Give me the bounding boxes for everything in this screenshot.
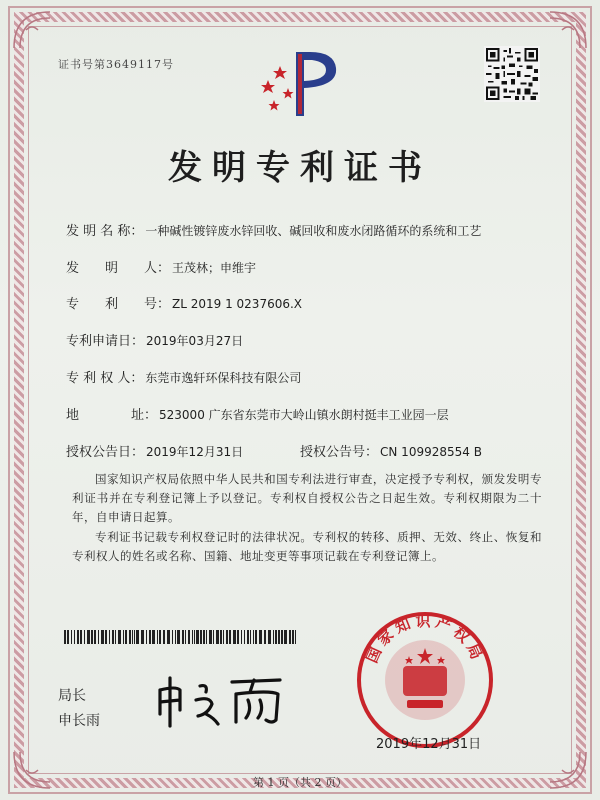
corner-ornament-icon (548, 10, 588, 50)
qr-code-icon (484, 46, 540, 102)
address-row (66, 404, 449, 423)
address-value: 523000 广东省东莞市大岭山镇水朗村挺丰工业园一层 (159, 408, 449, 422)
filing-date-row (66, 330, 243, 349)
grant-pub-number-row (300, 441, 482, 460)
official-seal-icon (355, 610, 495, 750)
inventors-row (66, 257, 256, 276)
patentee-row (66, 367, 301, 386)
filing-date-label: 专利申请日： (66, 334, 145, 349)
patent-number-value: ZL 2019 1 0237606.X (172, 297, 303, 311)
corner-ornament-icon (12, 10, 52, 50)
invention-name-label: 发 明 名 称： (66, 224, 144, 239)
grant-pub-date-label: 授权公告日： (66, 445, 145, 460)
seal-date: 2019年12月31日 (376, 737, 482, 752)
grant-pub-number-label: 授权公告号： (300, 445, 379, 460)
invention-name-row (66, 220, 481, 239)
grant-pub-date-value: 2019年12月31日 (146, 445, 244, 459)
patentee-value: 东莞市逸轩环保科技有限公司 (145, 371, 302, 385)
patent-number-label: 专 利 号： (66, 297, 171, 312)
invention-name-value: 一种碱性镀锌废水锌回收、碱回收和废水闭路循环的系统和工艺 (145, 224, 482, 238)
director-signature-icon (150, 670, 300, 730)
page-number: 第 1 页（共 2 页） (253, 776, 347, 789)
legal-status-paragraph: 专利证书记载专利权登记时的法律状况。专利权的转移、质押、无效、终止、恢复和专利权人的姓名或名称、国籍、地址变更等事项记载在专利登记簿上。 (72, 530, 542, 563)
certificate-number: 证书号第3649117号 (58, 58, 174, 71)
grant-pub-date-row (66, 441, 243, 460)
barcode-icon (64, 630, 296, 644)
director-name: 申长雨 (58, 713, 100, 729)
patent-office-emblem-icon (258, 42, 348, 124)
seal-text: 国家知识产权局 (362, 612, 488, 666)
grant-pub-number-value: CN 109928554 B (380, 445, 482, 459)
inventors-label: 发 明 人： (66, 261, 171, 276)
page-title: 发明专利证书 (168, 148, 432, 188)
director-title: 局长 (58, 688, 86, 704)
patent-number-row (66, 293, 302, 312)
inventors-value: 王茂林；申维宇 (172, 261, 257, 275)
patentee-label: 专 利 权 人： (66, 371, 144, 386)
filing-date-value: 2019年03月27日 (146, 334, 244, 348)
grant-statement-paragraph: 国家知识产权局依照中华人民共和国专利法进行审查，决定授予专利权，颁发发明专利证书并在专利登记簿上予以登记。专利权自授权公告之日起生效。专利权期限为二十年，自申请日起算。 (72, 472, 542, 524)
address-label: 地 址： (66, 408, 158, 423)
